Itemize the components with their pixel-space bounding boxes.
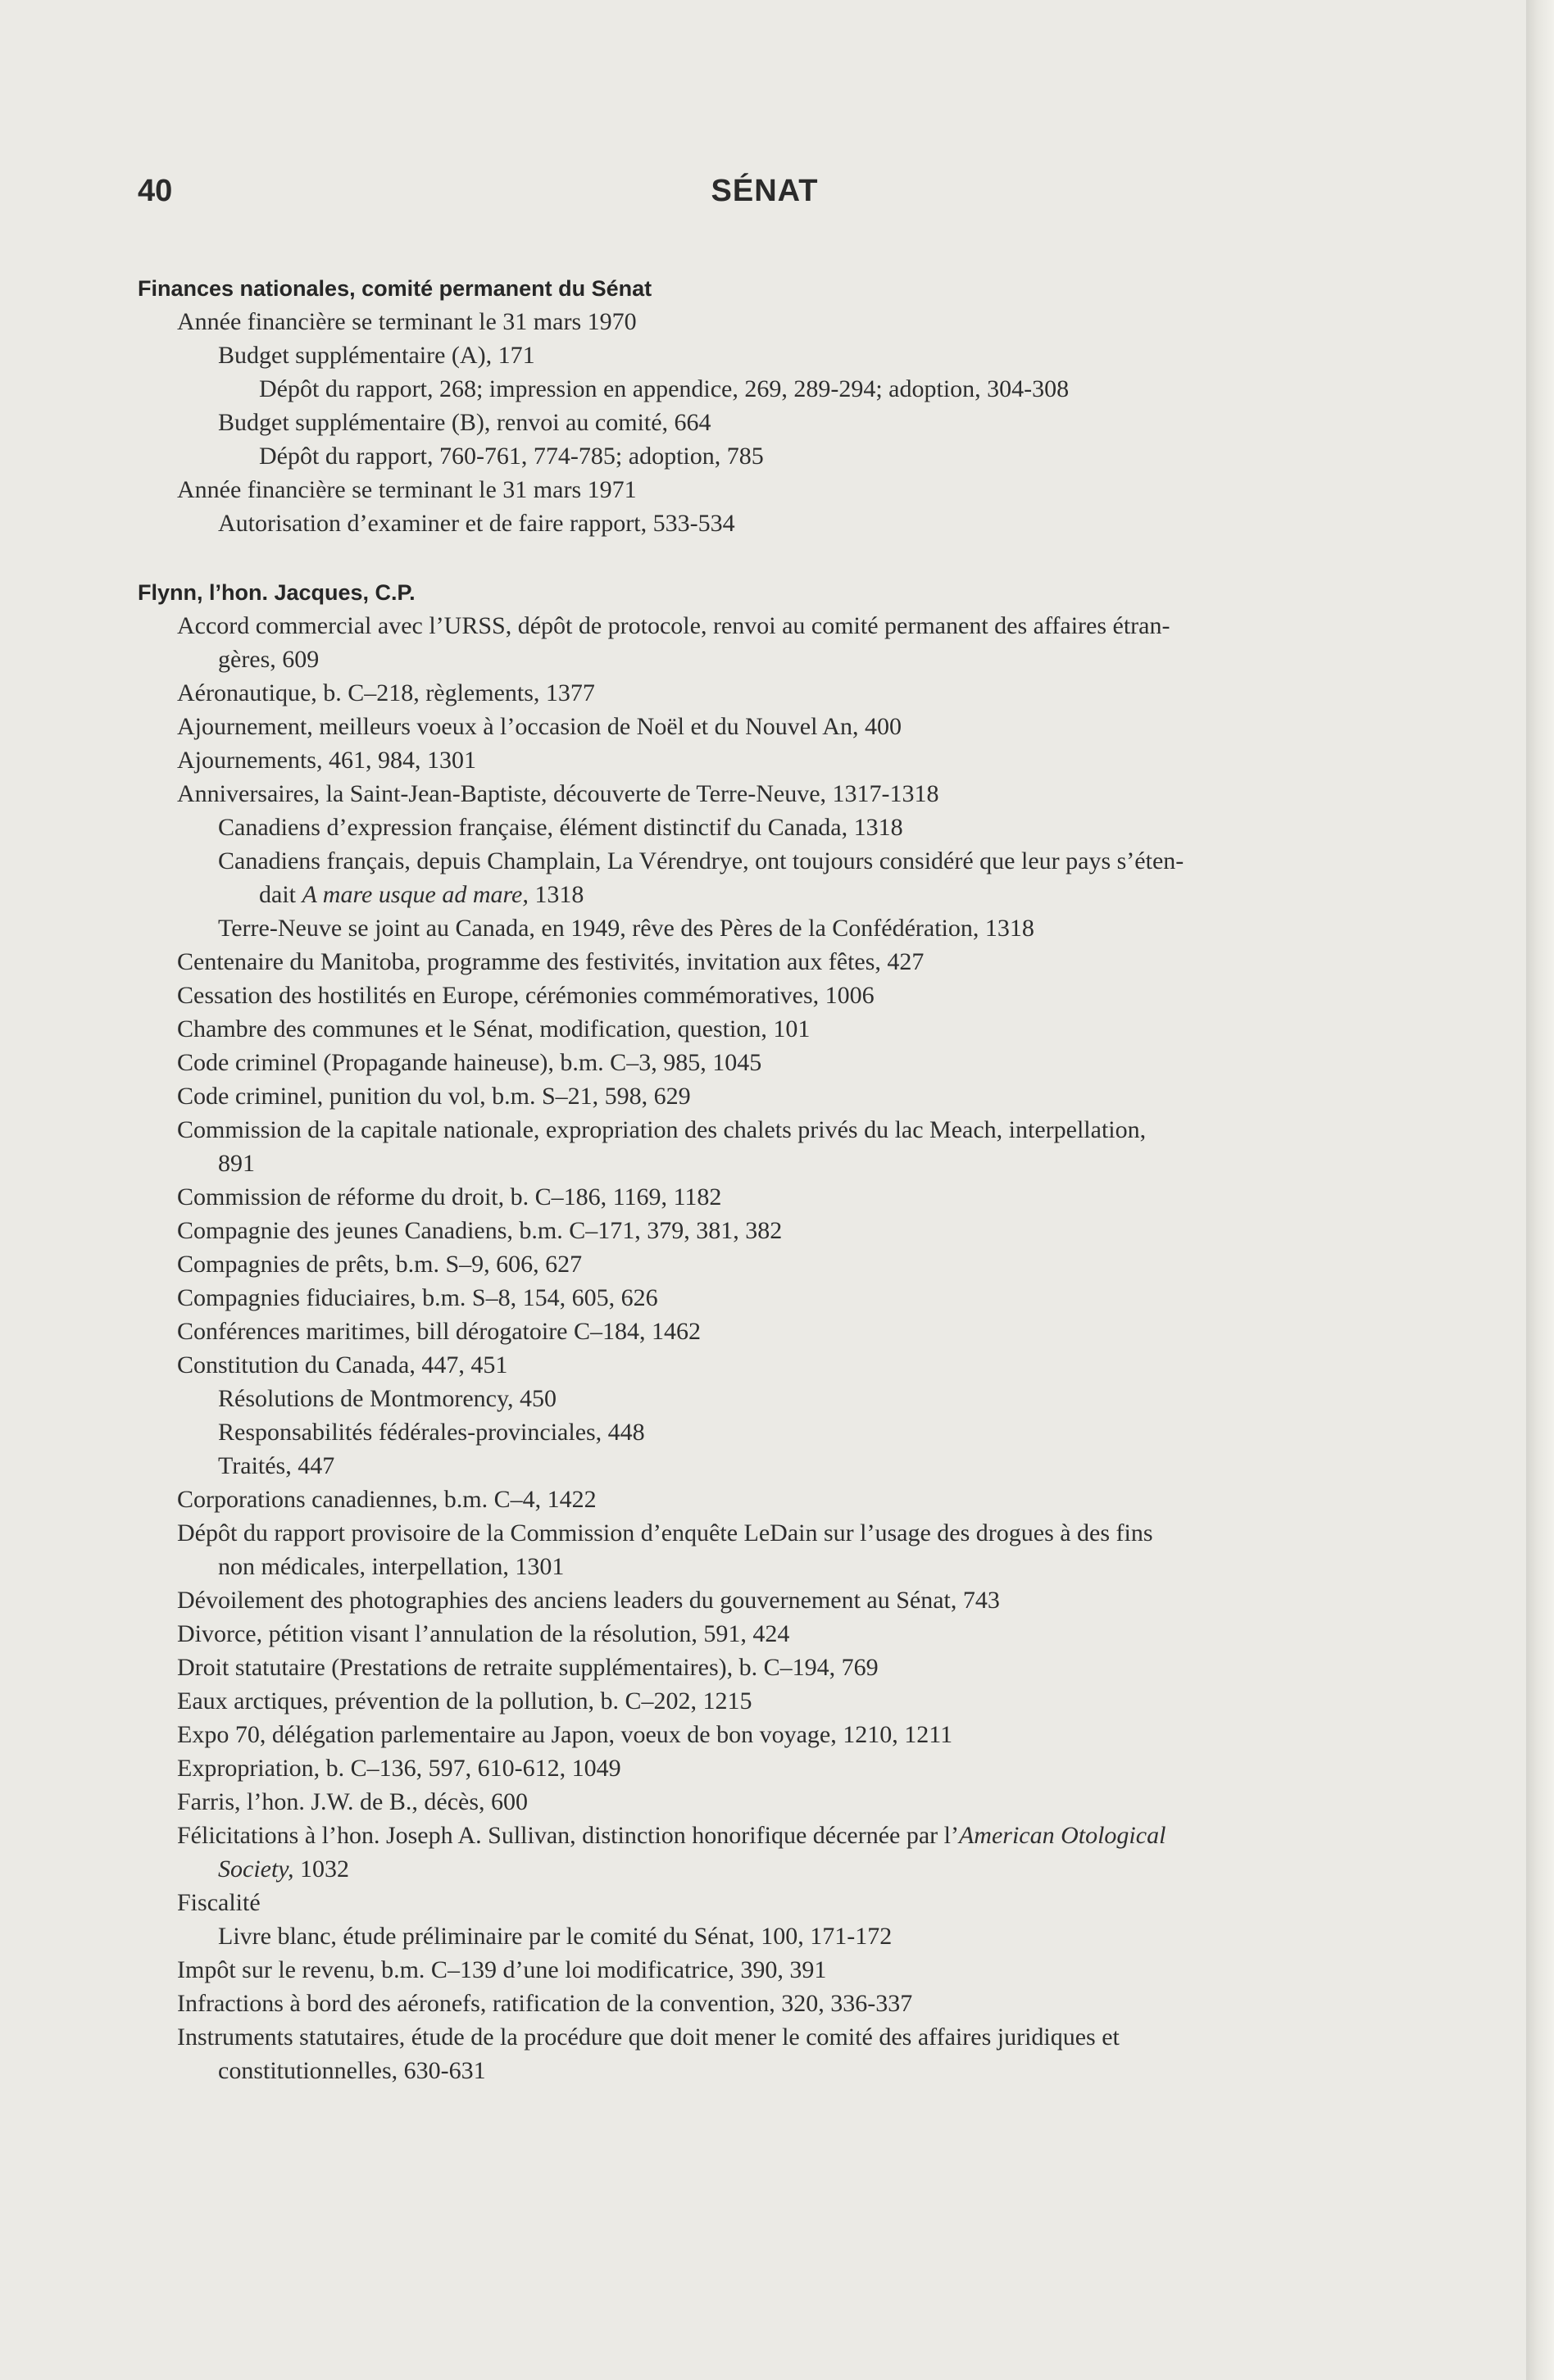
index-entry: Ajournements, 461, 984, 1301 (177, 747, 476, 774)
text-run: Félicitations à l’hon. Joseph A. Sullivan, distinction honorifique décernée par l’ (177, 1822, 959, 1849)
index-entry: Farris, l’hon. J.W. de B., décès, 600 (177, 1788, 528, 1815)
index-subsubentry: Dépôt du rapport, 760-761, 774-785; adoption, 785 (259, 443, 764, 470)
index-subentry: Responsabilités fédérales-provinciales, 448 (218, 1419, 645, 1446)
index-entry: Commission de la capitale nationale, expropriation des chalets privés du lac Meach, interpellation, (177, 1116, 1147, 1143)
index-entry: Eaux arctiques, prévention de la pollution, b. C–202, 1215 (177, 1687, 752, 1715)
index-entry-continuation (138, 1852, 1424, 1886)
index-entry: Expo 70, délégation parlementaire au Japon, voeux de bon voyage, 1210, 1211 (177, 1721, 953, 1748)
index-entry: Constitution du Canada, 447, 451 (177, 1351, 508, 1378)
page-edge-shadow (1526, 0, 1554, 2380)
index-subentry: Budget supplémentaire (B), renvoi au comité, 664 (218, 409, 711, 436)
index-entry-continuation: 891 (218, 1150, 255, 1177)
text-run: 1032 (299, 1855, 349, 1883)
index-subentry: Budget supplémentaire (A), 171 (218, 342, 535, 369)
index-subentry: Traités, 447 (218, 1452, 335, 1479)
index-entry: Cessation des hostilités en Europe, cérémonies commémoratives, 1006 (177, 982, 875, 1009)
index-entry: Code criminel, punition du vol, b.m. S–21, 598, 629 (177, 1083, 691, 1110)
index-entry: Compagnie des jeunes Canadiens, b.m. C–171, 379, 381, 382 (177, 1217, 783, 1244)
italic-text-run: American Otological (958, 1822, 1166, 1849)
italic-text-run: Society, (218, 1855, 294, 1883)
index-entry: Dépôt du rapport provisoire de la Commission d’enquête LeDain sur l’usage des drogues à des fins (177, 1519, 1153, 1547)
index-entry-continuation: non médicales, interpellation, 1301 (218, 1553, 565, 1580)
index-entry: Dévoilement des photographies des anciens leaders du gouvernement au Sénat, 743 (177, 1587, 1000, 1614)
index-entry-continuation: constitutionnelles, 630-631 (218, 2057, 486, 2084)
index-entry: Instruments statutaires, étude de la procédure que doit mener le comité des affaires juridiques et (177, 2023, 1120, 2051)
italic-text-run: A mare usque ad mare, (302, 881, 529, 908)
index-entry: Compagnies de prêts, b.m. S–9, 606, 627 (177, 1251, 583, 1278)
index-entry: Droit statutaire (Prestations de retraite supplémentaires), b. C–194, 769 (177, 1654, 879, 1681)
index-entry: Corporations canadiennes, b.m. C–4, 1422 (177, 1486, 597, 1513)
text-run: 1318 (534, 881, 584, 908)
index-entry: Centenaire du Manitoba, programme des festivités, invitation aux fêtes, 427 (177, 948, 925, 975)
index-entry: Fiscalité (177, 1889, 261, 1916)
index-section-flynn (138, 576, 1424, 2087)
index-entry: Code criminel (Propagande haineuse), b.m. C–3, 985, 1045 (177, 1049, 762, 1076)
index-entry: Conférences maritimes, bill dérogatoire C–184, 1462 (177, 1318, 702, 1345)
index-entry: Aéronautique, b. C–218, règlements, 1377 (177, 679, 595, 706)
index-entry (138, 1819, 1424, 1852)
index-entry: Ajournement, meilleurs voeux à l’occasion de Noël et du Nouvel An, 400 (177, 713, 902, 740)
index-entry: Infractions à bord des aéronefs, ratification de la convention, 320, 336-337 (177, 1990, 913, 2017)
index-entry: Compagnies fiduciaires, b.m. S–8, 154, 605, 626 (177, 1284, 658, 1311)
index-body (138, 272, 1424, 2123)
index-entry: Accord commercial avec l’URSS, dépôt de protocole, renvoi au comité permanent des affaires étran- (177, 612, 1170, 639)
index-entry: Année financière se terminant le 31 mars 1970 (177, 308, 637, 335)
running-title: SÉNAT (711, 174, 819, 208)
index-heading: Flynn, l’hon. Jacques, C.P. (138, 580, 416, 605)
index-entry: Chambre des communes et le Sénat, modification, question, 101 (177, 1015, 811, 1042)
index-entry: Impôt sur le revenu, b.m. C–139 d’une loi modificatrice, 390, 391 (177, 1956, 827, 1983)
index-subentry: Résolutions de Montmorency, 450 (218, 1385, 557, 1412)
index-subentry: Autorisation d’examiner et de faire rapport, 533-534 (218, 510, 735, 537)
index-subentry: Canadiens français, depuis Champlain, La Vérendrye, ont toujours considéré que leur pays s’éten- (218, 847, 1184, 874)
index-entry: Expropriation, b. C–136, 597, 610-612, 1049 (177, 1755, 621, 1782)
index-section-finances (138, 272, 1424, 540)
index-heading: Finances nationales, comité permanent du Sénat (138, 276, 652, 301)
page-number: 40 (138, 174, 173, 208)
index-entry-continuation: gères, 609 (218, 646, 320, 673)
index-entry-continuation (138, 878, 1424, 911)
index-entry: Commission de réforme du droit, b. C–186, 1169, 1182 (177, 1183, 722, 1210)
index-entry: Année financière se terminant le 31 mars 1971 (177, 476, 637, 503)
index-subentry: Canadiens d’expression française, élément distinctif du Canada, 1318 (218, 814, 903, 841)
index-entry: Anniversaires, la Saint-Jean-Baptiste, découverte de Terre-Neuve, 1317-1318 (177, 780, 939, 807)
index-entry: Divorce, pétition visant l’annulation de la résolution, 591, 424 (177, 1620, 790, 1647)
text-run: dait (259, 881, 296, 908)
index-subentry: Livre blanc, étude préliminaire par le comité du Sénat, 100, 171-172 (218, 1923, 893, 1950)
index-subentry: Terre-Neuve se joint au Canada, en 1949, rêve des Pères de la Confédération, 1318 (218, 915, 1034, 942)
index-subsubentry: Dépôt du rapport, 268; impression en appendice, 269, 289-294; adoption, 304-308 (259, 375, 1070, 402)
page-header (138, 174, 1392, 223)
